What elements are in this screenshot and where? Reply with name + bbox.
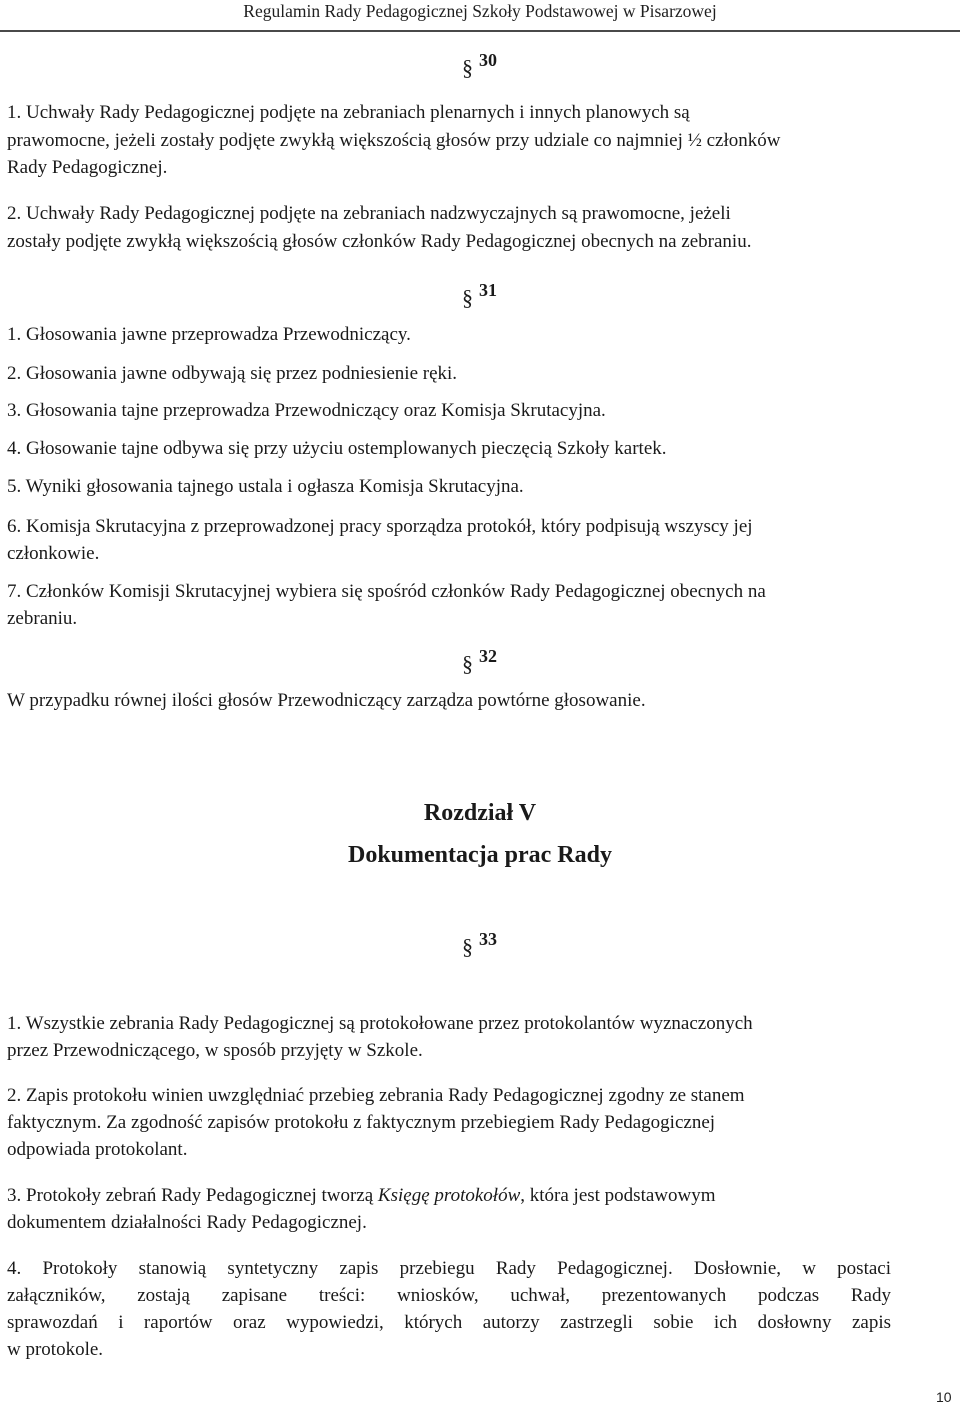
section-number: 30 xyxy=(479,50,497,70)
s30-p1-line2: prawomocne, jeżeli zostały podjęte zwykłą większością głosów przy udziale co najmniej ½ członków xyxy=(7,130,781,151)
chapter-subtitle: Dokumentacja prac Rady xyxy=(348,842,612,868)
s33-p4-line2: załączników, zostają zapisane treści: wniosków, uchwał, prezentowanych podczas Rady xyxy=(7,1285,891,1306)
section-symbol: § xyxy=(462,55,473,80)
section-heading-32 xyxy=(462,646,497,677)
s33-p2-line1: 2. Zapis protokołu winien uwzględniać przebieg zebrania Rady Pedagogicznej zgodny ze stanem xyxy=(7,1085,745,1106)
s31-item1: 1. Głosowania jawne przeprowadza Przewodniczący. xyxy=(7,324,411,345)
section-heading-30 xyxy=(462,50,497,81)
s31-item3: 3. Głosowania tajne przeprowadza Przewodniczący oraz Komisja Skrutacyjna. xyxy=(7,400,606,421)
section-heading-31 xyxy=(462,280,497,311)
page-number: 10 xyxy=(936,1389,952,1405)
s33-p1-line2: przez Przewodniczącego, w sposób przyjęty w Szkole. xyxy=(7,1040,423,1061)
section-number: 33 xyxy=(479,929,497,949)
section-number: 31 xyxy=(479,280,497,300)
s31-item6-line1: 6. Komisja Skrutacyjna z przeprowadzonej pracy sporządza protokół, który podpisują wszyscy jej xyxy=(7,516,753,537)
s33-p4-line1: 4. Protokoły stanowią syntetyczny zapis przebiegu Rady Pedagogicznej. Dosłownie, w postaci xyxy=(7,1258,891,1279)
s30-p1-line1: 1. Uchwały Rady Pedagogicznej podjęte na zebraniach plenarnych i innych planowych są xyxy=(7,102,690,123)
s33-p4-line4: w protokole. xyxy=(7,1339,104,1360)
s30-p2-line2: zostały podjęte zwykłą większością głosów członków Rady Pedagogicznej obecnych na zebraniu. xyxy=(7,231,752,252)
section-heading-33 xyxy=(462,929,497,960)
s30-p2-line1: 2. Uchwały Rady Pedagogicznej podjęte na zebraniach nadzwyczajnych są prawomocne, jeżeli xyxy=(7,203,731,224)
s33-p3-text-a: 3. Protokoły zebrań Rady Pedagogicznej tworzą xyxy=(7,1185,378,1206)
s30-p1-line3: Rady Pedagogicznej. xyxy=(7,157,168,178)
s31-item7-line1: 7. Członków Komisji Skrutacyjnej wybiera się spośród członków Rady Pedagogicznej obecnych na xyxy=(7,581,766,602)
s33-p2-line3: odpowiada protokolant. xyxy=(7,1139,188,1160)
s33-p3-book-title: Księgę protokołów xyxy=(377,1185,521,1206)
s31-item5: 5. Wyniki głosowania tajnego ustala i ogłasza Komisja Skrutacyjna. xyxy=(7,476,524,497)
section-number: 32 xyxy=(479,646,497,666)
section-symbol: § xyxy=(462,934,473,959)
s31-item4: 4. Głosowanie tajne odbywa się przy użyciu ostemplowanych pieczęcią Szkoły kartek. xyxy=(7,438,667,459)
s33-p2-line2: faktycznym. Za zgodność zapisów protokołu z faktycznym przebiegiem Rady Pedagogicznej xyxy=(7,1112,716,1133)
s33-p1-line1: 1. Wszystkie zebrania Rady Pedagogicznej są protokołowane przez protokolantów wyznaczonych xyxy=(7,1013,753,1034)
s31-item2: 2. Głosowania jawne odbywają się przez podniesienie ręki. xyxy=(7,363,458,384)
s33-p4-line3: sprawozdań i raportów oraz wypowiedzi, których autorzy zastrzegli sobie ich dosłowny zapis xyxy=(7,1312,891,1333)
header-rule xyxy=(0,30,960,32)
s33-p3-line2: dokumentem działalności Rady Pedagogicznej. xyxy=(7,1212,367,1233)
running-header: Regulamin Rady Pedagogicznej Szkoły Podstawowej w Pisarzowej xyxy=(243,1,717,21)
s31-item6-line2: członkowie. xyxy=(7,543,100,564)
s33-p3-text-b: , która jest podstawowym xyxy=(520,1185,716,1206)
s31-item7-line2: zebraniu. xyxy=(7,608,78,629)
s32-text: W przypadku równej ilości głosów Przewodniczący zarządza powtórne głosowanie. xyxy=(7,690,646,711)
s33-p3-line1 xyxy=(7,1183,716,1209)
chapter-title: Rozdział V xyxy=(423,800,537,826)
section-symbol: § xyxy=(462,651,473,676)
section-symbol: § xyxy=(462,285,473,310)
